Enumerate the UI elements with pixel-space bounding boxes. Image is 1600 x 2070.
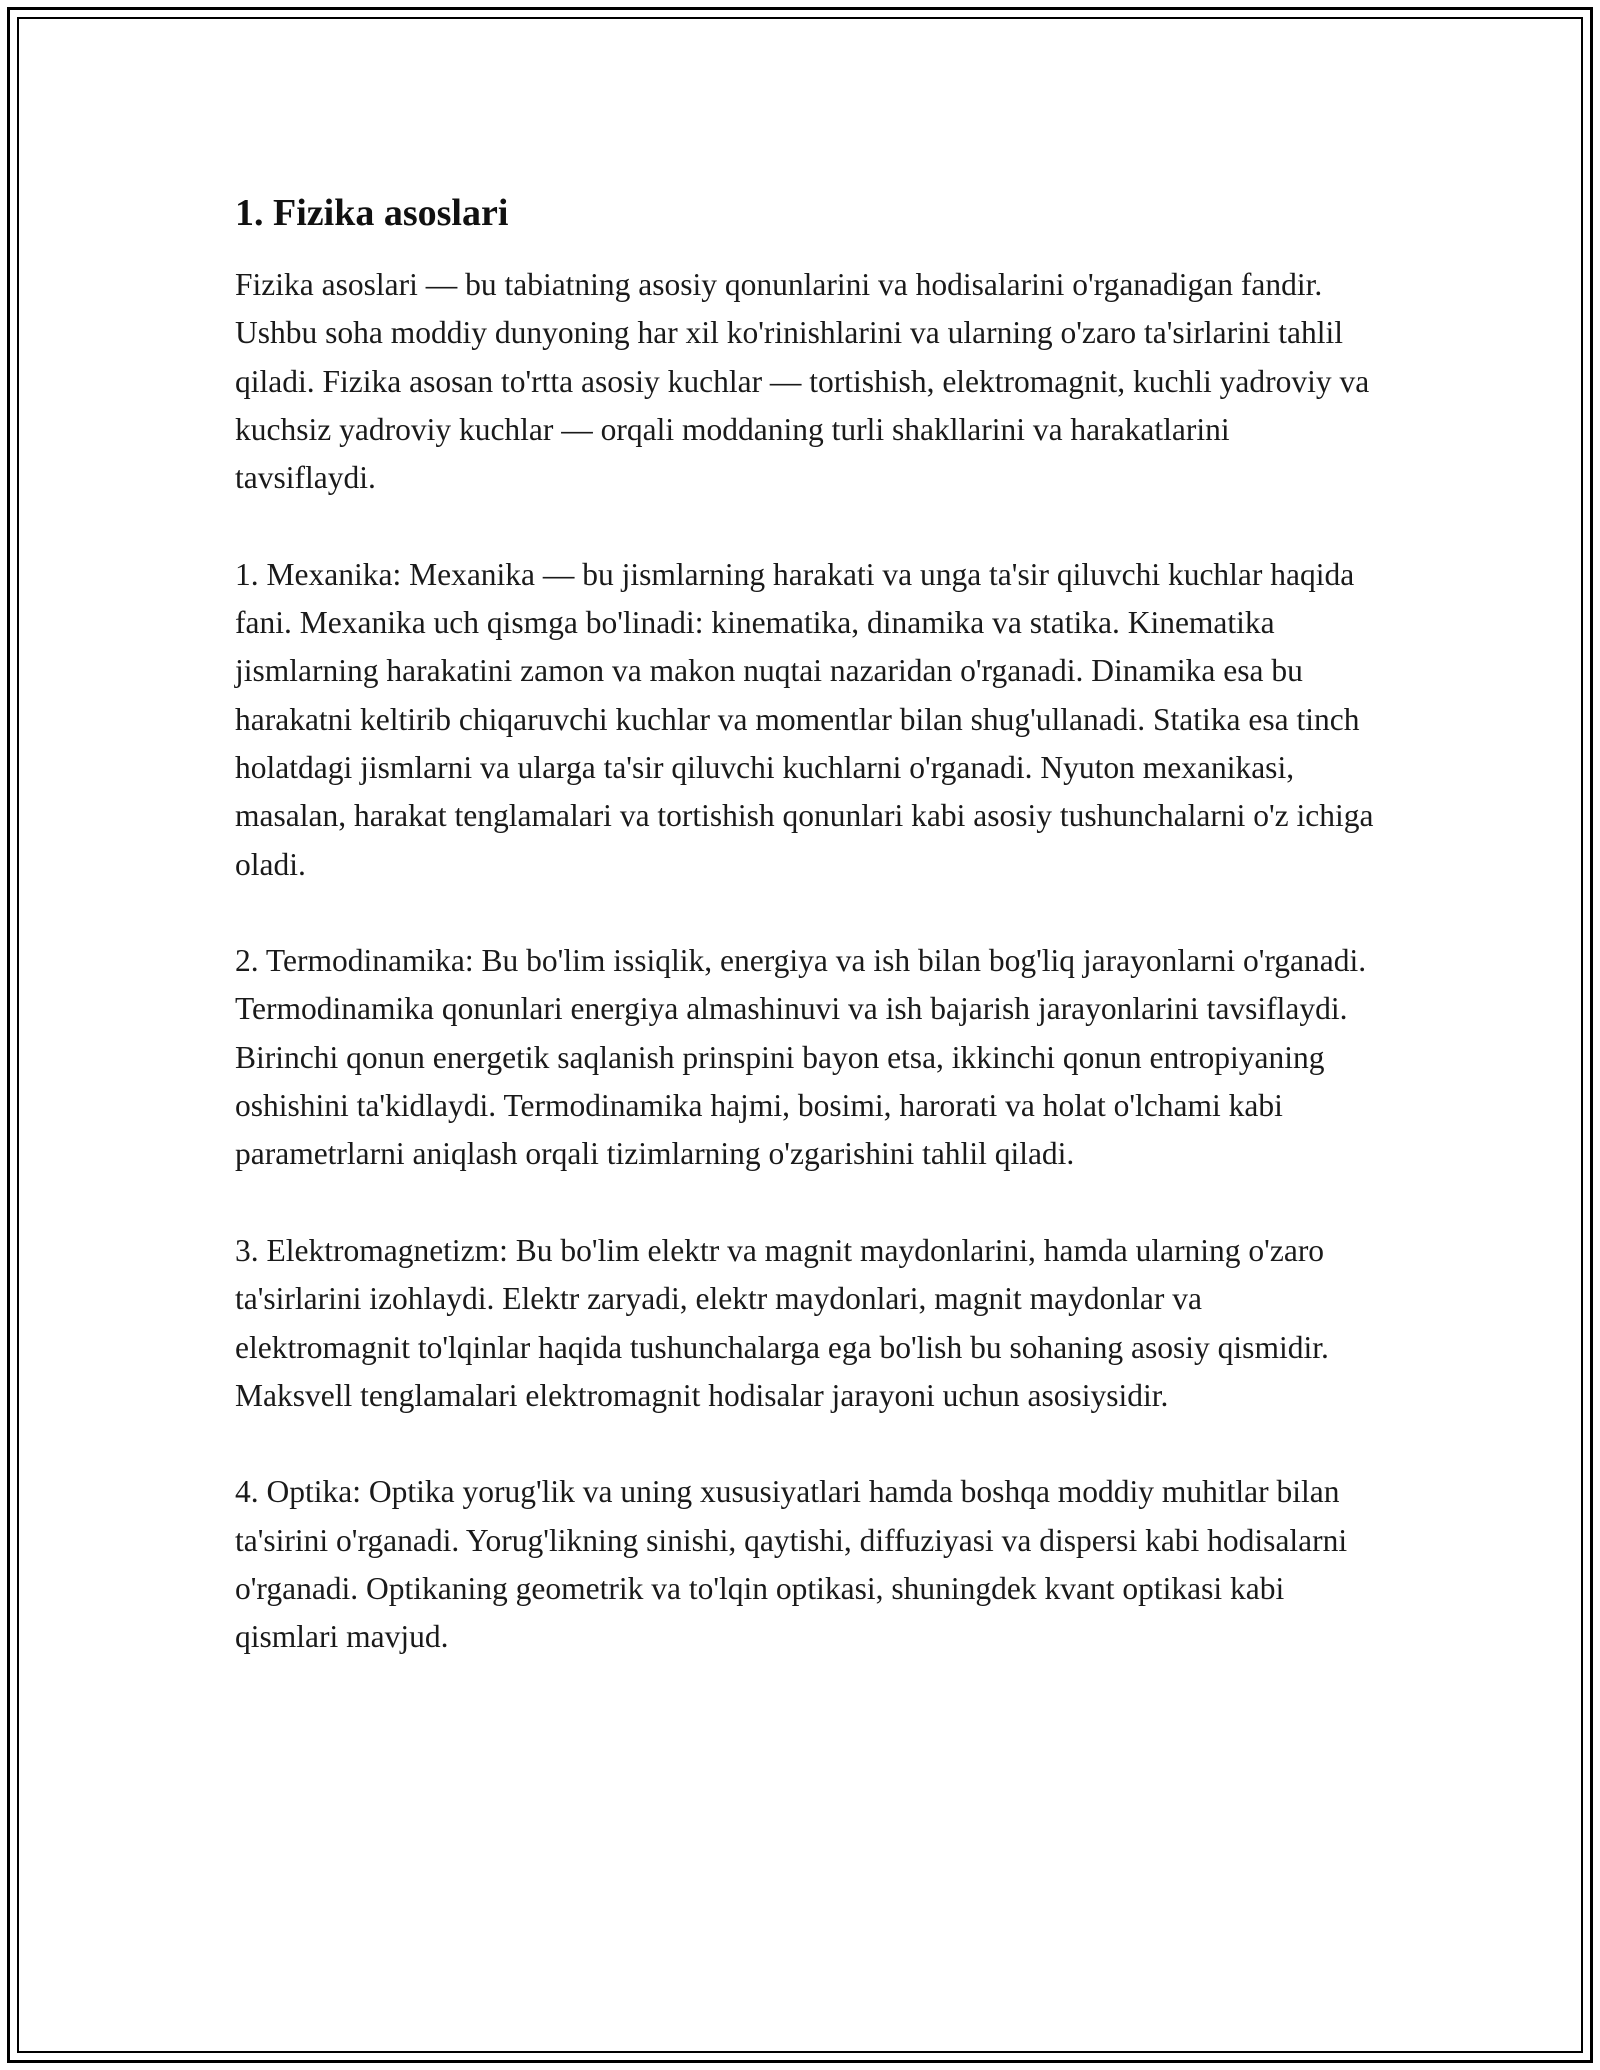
document-body [235, 185, 1375, 1710]
thermodynamics-paragraph: 2. Termodinamika: Bu bo'lim issiqlik, energiya va ish bilan bog'liq jarayonlarni o'rganadi. Termodinamika qonunlari energiya almashinuvi va ish bajarish jarayonlarini tavsiflaydi. Birinchi qonun energetik saqlanish prinspini bayon etsa, ikkinchi qonun entropiyaning oshishini ta'kidlaydi. Termodinamika hajmi, bosimi, harorati va holat o'lchami kabi parametrlarni aniqlash orqali tizimlarning o'zgarishini tahlil qiladi. [235, 943, 1367, 1172]
mechanics-paragraph: 1. Mexanika: Mexanika — bu jismlarning harakati va unga ta'sir qiluvchi kuchlar haqida fani. Mexanika uch qismga bo'linadi: kinematika, dinamika va statika. Kinematika jismlarning harakatini zamon va makon nuqtai nazaridan o'rganadi. Dinamika esa bu harakatni keltirib chiqaruvchi kuchlar va momentlar bilan shug'ullanadi. Statika esa tinch holatdagi jismlarni va ularga ta'sir qiluvchi kuchlarni o'rganadi. Nyuton mexanikasi, masalan, harakat tenglamalari va tortishish qonunlari kabi asosiy tushunchalarni o'z ichiga oladi. [235, 556, 1374, 882]
intro-paragraph: Fizika asoslari — bu tabiatning asosiy qonunlarini va hodisalarini o'rganadigan fandir. Ushbu soha moddiy dunyoning har xil ko'rinishlarini va ularning o'zaro ta'sirlarini tahlil qiladi. Fizika asosan to'rtta asosiy kuchlar — tortishish, elektromagnit, kuchli yadroviy va kuchsiz yadroviy kuchlar — orqali moddaning turli shakllarini va harakatlarini tavsiflaydi. [235, 267, 1370, 496]
optics-paragraph: 4. Optika: Optika yorug'lik va uning xususiyatlari hamda boshqa moddiy muhitlar bilan ta'sirini o'rganadi. Yorug'likning sinishi, qaytishi, diffuziyasi va dispersi kabi hodisalarni o'rganadi. Optikaning geometrik va to'lqin optikasi, shuningdek kvant optikasi kabi qismlari mavjud. [235, 1474, 1348, 1655]
document-title: 1. Fizika asoslari [235, 192, 509, 234]
electromagnetism-paragraph: 3. Elektromagnetizm: Bu bo'lim elektr va magnit maydonlarini, hamda ularning o'zaro ta'sirlarini izohlaydi. Elektr zaryadi, elektr maydonlari, magnit maydonlar va elektromagnit to'lqinlar haqida tushunchalarga ega bo'lish bu sohaning asosiy qismidir. Maksvell tenglamalari elektromagnit hodisalar jarayoni uchun asosiysidir. [235, 1232, 1329, 1413]
